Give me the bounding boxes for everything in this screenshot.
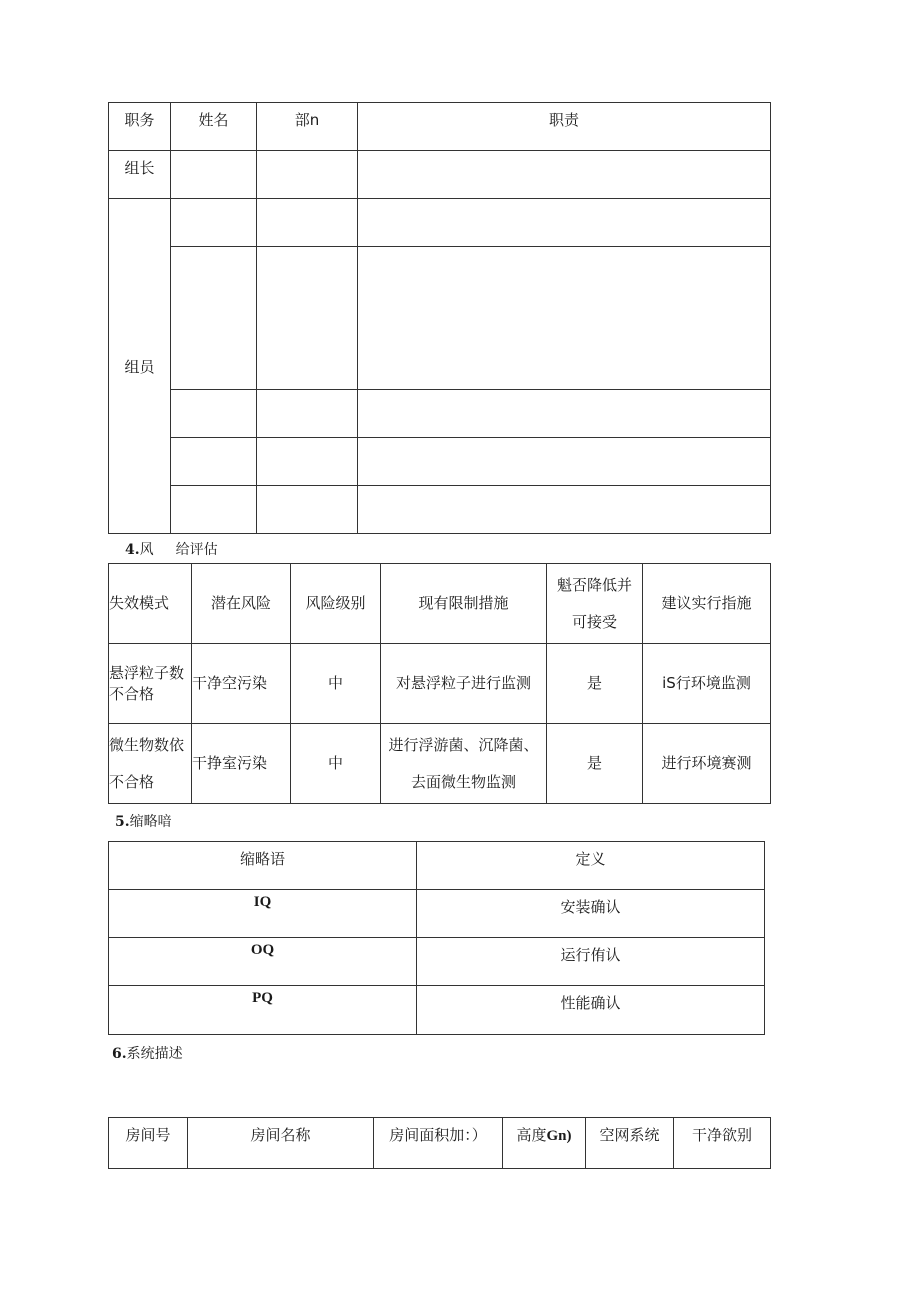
- member-label: 组员: [109, 199, 171, 534]
- acceptable: 是: [547, 724, 643, 804]
- header-duty: 职责: [358, 103, 771, 151]
- abbreviation-table: [108, 841, 765, 1035]
- header-room-name: 房间名称: [188, 1118, 374, 1169]
- header-definition: 定义: [417, 842, 765, 890]
- header-height: 高度Gn): [503, 1118, 586, 1169]
- table-row: [109, 644, 771, 724]
- header-room-number: 房间号: [109, 1118, 188, 1169]
- room-table: [108, 1117, 771, 1169]
- header-department: 部n: [257, 103, 358, 151]
- abbreviation: IQ: [109, 890, 417, 938]
- header-failure-mode: 失效模式: [109, 564, 192, 644]
- header-potential-risk: 潜在风险: [192, 564, 291, 644]
- current-measure: 进行浮游菌、沉降菌、去面微生物监测: [381, 724, 547, 804]
- abbreviation: OQ: [109, 938, 417, 986]
- header-abbreviation: 缩略语: [109, 842, 417, 890]
- risk-level: 中: [291, 724, 381, 804]
- suggested-action: iS行环境监测: [643, 644, 771, 724]
- current-measure: 对悬浮粒子进行监测: [381, 644, 547, 724]
- header-hvac-system: 空网系统: [586, 1118, 674, 1169]
- table-row: [109, 986, 765, 1035]
- table-row: [109, 724, 771, 804]
- potential-risk: 干挣室污染: [192, 724, 291, 804]
- risk-level: 中: [291, 644, 381, 724]
- header-clean-class: 干净欲别: [674, 1118, 771, 1169]
- header-current-measures: 现有限制措施: [381, 564, 547, 644]
- leader-label: 组长: [109, 151, 171, 199]
- acceptable: 是: [547, 644, 643, 724]
- risk-table: [108, 563, 771, 804]
- failure-mode: 悬浮粒子数不合格: [109, 644, 192, 724]
- potential-risk: 干净空污染: [192, 644, 291, 724]
- table-row: [109, 938, 765, 986]
- header-suggested-action: 建议实行指施: [643, 564, 771, 644]
- team-table: [108, 102, 771, 534]
- definition: 运行侑认: [417, 938, 765, 986]
- header-name: 姓名: [171, 103, 257, 151]
- header-risk-level: 风险级别: [291, 564, 381, 644]
- suggested-action: 进行环境赛测: [643, 724, 771, 804]
- header-room-area: 房间面积加：）: [374, 1118, 503, 1169]
- abbreviation: PQ: [109, 986, 417, 1035]
- definition: 安装确认: [417, 890, 765, 938]
- section6-heading: 6.系统描述: [112, 1046, 183, 1062]
- table-row: [109, 890, 765, 938]
- section4-heading: 4.风 给评估: [125, 542, 218, 558]
- header-position: 职务: [109, 103, 171, 151]
- failure-mode: 微生物数依不合格: [109, 724, 192, 804]
- section5-heading: 5.缩略喑: [115, 814, 172, 830]
- definition: 性能确认: [417, 986, 765, 1035]
- header-acceptable: 魁否降低并可接受: [547, 564, 643, 644]
